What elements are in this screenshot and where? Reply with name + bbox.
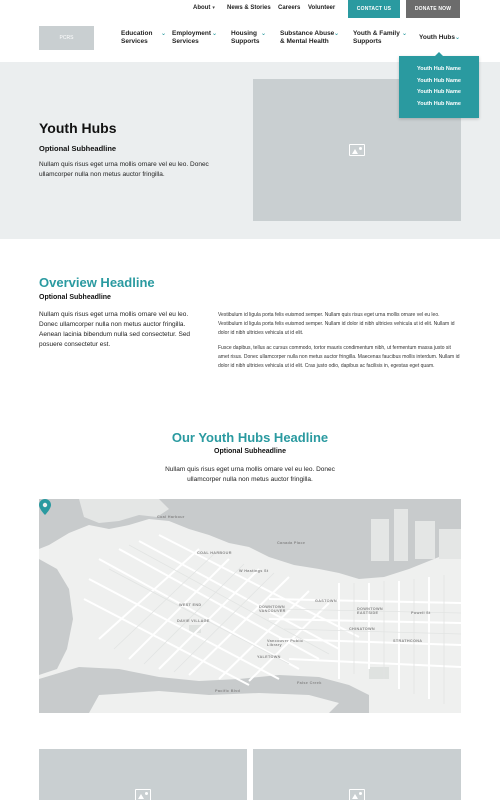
overview-subheadline: Optional Subheadline — [39, 294, 111, 301]
overview-paragraph: Fusce dapibus, tellus ac cursus commodo, tortor mauris condimentum nibh, ut fermentum massa justo sit amet risus. Donec ullamcorper nulla non metus auctor fringilla. Maecenas faucibus mollis interdum. Nullam id dolor id nibh ultricies vehicula ut id elit. Cras justo odio, dapibus ac facilisis in, egestas eget quam. — [218, 345, 460, 369]
nav-item-youth-family[interactable] — [353, 30, 408, 46]
nav-item-employment[interactable] — [172, 30, 218, 46]
youth-hubs-subheadline: Optional Subheadline — [214, 448, 286, 455]
chevron-down-icon: ▾ — [212, 5, 215, 11]
chevron-down-icon: ⌄ — [455, 35, 461, 41]
map-label-pacific: Pacific Blvd — [215, 689, 241, 693]
logo[interactable]: PCRS — [39, 26, 94, 50]
map-label-chinatown: CHINATOWN — [349, 627, 375, 631]
contact-us-button[interactable]: CONTACT US — [348, 0, 400, 18]
dropdown-item-youth-hub[interactable]: Youth Hub Name — [417, 77, 461, 84]
map-label-library: Vancouver Public Library — [267, 639, 304, 647]
utility-bar — [0, 0, 500, 18]
overview-paragraph: Vestibulum id ligula porta felis euismod semper. Nullam quis risus eget urna mollis ornare vel eu leo. Vestibulum id ligula porta felis euismod semper. Nullam id dolor id nibh ultricies vehicula ut id elit. Nullam id dolor id nibh ultricies vehicula ut id elit. — [218, 312, 455, 336]
donate-now-button[interactable]: DONATE NOW — [406, 0, 460, 18]
map-label-west-end: WEST END — [179, 603, 202, 607]
dropdown-item-youth-hub[interactable]: Youth Hub Name — [417, 100, 461, 107]
map-label-coal-harbour-park: Coal Harbour — [157, 515, 185, 519]
nav-item-youth-hubs[interactable] — [419, 34, 461, 42]
youth-hub-card-image[interactable] — [253, 749, 461, 800]
youth-hub-card-image[interactable] — [39, 749, 247, 800]
image-icon — [349, 144, 365, 156]
nav-item-label: Services — [172, 38, 199, 45]
nav-item-label: Education — [121, 30, 153, 37]
nav-item-education[interactable] — [121, 30, 167, 46]
map-label-strathcona: STRATHCONA — [393, 639, 423, 643]
image-icon — [135, 789, 151, 800]
youth-hubs-dropdown-menu — [399, 56, 479, 118]
map-label-coal-harbour: COAL HARBOUR — [197, 551, 232, 555]
youth-hubs-map[interactable] — [39, 499, 461, 713]
youth-hubs-body-text: Nullam quis risus eget urna mollis ornare vel eu leo. Donec ullamcorper nulla non metus auctor fringilla. — [165, 466, 335, 483]
chevron-down-icon: ⌄ — [402, 31, 408, 37]
nav-item-substance-abuse[interactable] — [280, 30, 340, 46]
utility-link-news[interactable]: News & Stories — [227, 5, 271, 11]
dropdown-item-youth-hub[interactable]: Youth Hub Name — [417, 89, 461, 95]
nav-item-housing[interactable] — [231, 30, 267, 46]
utility-link-volunteer[interactable]: Volunteer — [308, 5, 336, 11]
utility-link-careers[interactable]: Careers — [278, 5, 301, 11]
image-icon — [349, 789, 365, 800]
nav-item-label: Youth & Family — [353, 30, 400, 37]
nav-item-label: & Mental Health — [280, 38, 329, 45]
map-label-powell: Powell St — [411, 611, 431, 615]
youth-hubs-headline: Our Youth Hubs Headline — [171, 430, 329, 445]
location-pin-icon[interactable] — [39, 499, 51, 515]
chevron-down-icon: ⌄ — [334, 31, 340, 37]
nav-item-label: Housing — [231, 30, 257, 37]
map-label-false-creek: False Creek — [297, 681, 322, 685]
nav-item-label: Supports — [231, 38, 260, 45]
map-graphic — [39, 499, 461, 713]
page-title: Youth Hubs — [39, 120, 117, 136]
map-label-downtown: DOWNTOWN VANCOUVER — [259, 605, 286, 613]
map-label-downtown-eastside: DOWNTOWN EASTSIDE — [357, 607, 383, 615]
map-label-yaletown: YALETOWN — [257, 655, 281, 659]
chevron-down-icon: ⌄ — [261, 31, 267, 37]
dropdown-item-youth-hub[interactable]: Youth Hub Name — [417, 66, 461, 72]
hero-subheadline: Optional Subheadline — [39, 144, 117, 153]
nav-item-label: Youth Hubs — [419, 34, 455, 41]
chevron-down-icon: ⌄ — [161, 31, 167, 37]
map-label-hastings: W Hastings St — [239, 569, 269, 573]
map-label-canada-place: Canada Place — [277, 541, 306, 545]
overview-intro-text: Nullam quis risus eget urna mollis ornare vel eu leo. Donec ullamcorper nulla non metus auctor fringilla. Aenean lacinia bibendum nulla sed consectetur. Sed posuere consectetur est. — [39, 311, 191, 348]
map-label-gastown: GASTOWN — [315, 599, 337, 603]
utility-link-about-label: About — [193, 5, 211, 11]
nav-item-label: Employment — [172, 30, 212, 37]
nav-item-label: Substance Abuse — [280, 30, 335, 37]
nav-item-label: Supports — [353, 38, 382, 45]
utility-link-about[interactable] — [193, 5, 215, 11]
nav-item-label: Services — [121, 38, 148, 45]
hero-body-text: Nullam quis risus eget urna mollis ornare vel eu leo. Donec ullamcorper nulla non metus auctor fringilla. — [39, 161, 209, 178]
map-label-davie-village: DAVIE VILLAGE — [177, 619, 210, 623]
chevron-down-icon: ⌄ — [212, 31, 218, 37]
overview-headline: Overview Headline — [39, 275, 155, 290]
